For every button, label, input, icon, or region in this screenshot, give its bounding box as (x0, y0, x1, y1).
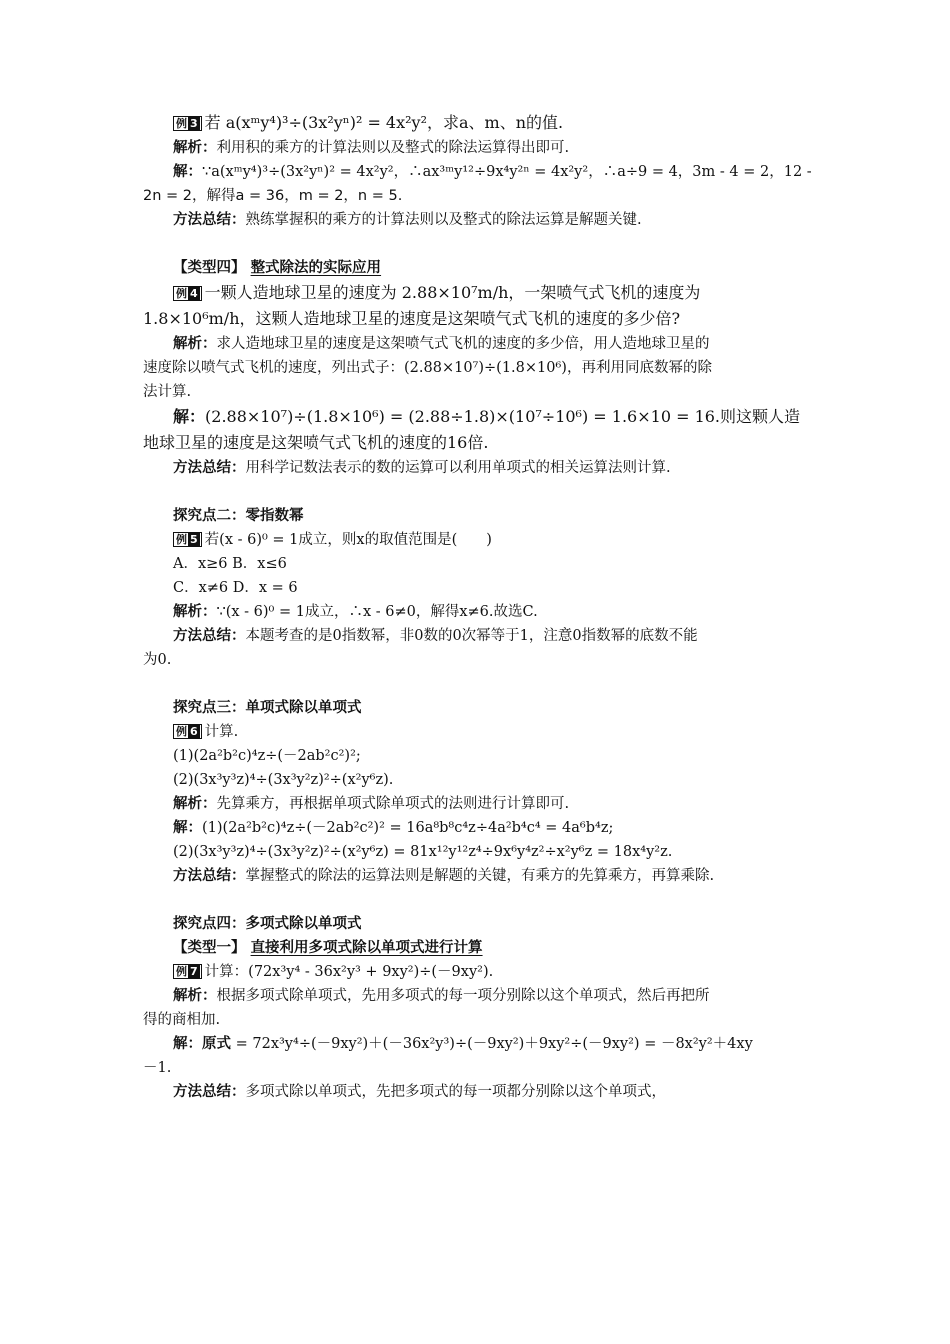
example-5-summary-line1: 方法总结：本题考查的是0指数幂，非0数的0次幂等于1，注意0指数幂的底数不能 (173, 628, 698, 644)
example-5-analysis: 解析：∵(x - 6)⁰ = 1成立，∴x - 6≠0，解得x≠6.故选C. (173, 604, 538, 620)
example-4-question-line2: 1.8×10⁶m/h，这颗人造地球卫星的速度是这架喷气式飞机的速度的多少倍? (143, 309, 681, 328)
example-7-solution-line2: －1. (143, 1060, 172, 1076)
example-4-question-line1: 例 4 一颗人造地球卫星的速度为 2.88×10⁷m/h，一架喷气式飞机的速度为 (143, 280, 808, 306)
example-3-analysis: 解析：利用积的乘方的计算法则以及整式的除法运算得出即可. (173, 140, 570, 156)
example-6-analysis: 解析：先算乘方，再根据单项式除单项式的法则进行计算即可. (173, 796, 570, 812)
type-4-heading: 【类型四】 整式除法的实际应用 (173, 260, 382, 276)
example-4-summary: 方法总结：用科学记数法表示的数的运算可以利用单项式的相关运算法则计算. (173, 460, 671, 476)
example-4-analysis-line1: 解析：求人造地球卫星的速度是这架喷气式飞机的速度的多少倍，用人造地球卫星的 (173, 336, 710, 352)
point-2-heading: 探究点二：零指数幂 (173, 508, 304, 524)
example-6-solution-line1: 解：(1)(2a²b²c)⁴z÷(－2ab²c²)² = 16a⁸b⁸c⁴z÷4a²b⁴c⁴ = 4a⁶b⁴z; (173, 820, 614, 836)
example-badge: 例 7 (173, 964, 202, 979)
example-3-question: 例 3 若 a(xᵐy⁴)³÷(3x²yⁿ)² = 4x²y²，求a、m、n的值. (143, 110, 808, 136)
example-5-options-ab: A．x≥6 B．x≤6 (173, 556, 287, 572)
example-7-question: 例 7 计算：(72x³y⁴ - 36x²y³ + 9xy²)÷(－9xy²). (143, 960, 808, 984)
example-6-solution-line2: (2)(3x³y³z)⁴÷(3x³y²z)²÷(x²y⁶z) = 81x¹²y¹²z⁴÷9x⁶y⁴z²÷x²y⁶z = 18x⁴y²z. (173, 844, 673, 860)
example-badge: 例 3 (173, 116, 202, 131)
example-5-question: 例 5 若(x - 6)⁰ = 1成立，则x的取值范围是( ) (143, 528, 808, 552)
example-5-summary-line2: 为0. (143, 652, 172, 668)
example-7-analysis-line2: 得的商相加. (143, 1012, 221, 1028)
example-badge: 例 4 (173, 286, 202, 301)
example-5-options-cd: C．x≠6 D．x = 6 (173, 580, 298, 596)
example-4-solution-line2: 地球卫星的速度是这架喷气式飞机的速度的16倍. (143, 433, 489, 452)
example-4-analysis-line3: 法计算. (143, 384, 192, 400)
example-3-summary: 方法总结：熟练掌握积的乘方的计算法则以及整式的除法运算是解题关键. (173, 212, 642, 228)
example-6-question: 例 6 计算. (143, 720, 808, 744)
example-6-item-1: (1)(2a²b²c)⁴z÷(－2ab²c²)²; (173, 748, 361, 764)
example-6-item-2: (2)(3x³y³z)⁴÷(3x³y²z)²÷(x²y⁶z). (173, 772, 394, 788)
point-4-heading: 探究点四：多项式除以单项式 (173, 916, 362, 932)
example-6-summary: 方法总结：掌握整式的除法的运算法则是解题的关键，有乘方的先算乘方，再算乘除. (173, 868, 715, 884)
example-3-solution-line1: 解：∵a(xᵐy⁴)³÷(3x²yⁿ)² = 4x²y²，∴ax³ᵐy¹²÷9x⁴y²ⁿ = 4x²y²，∴a÷9 = 4，3m - 4 = 2，12 - (173, 164, 812, 180)
example-7-summary: 方法总结：多项式除以单项式，先把多项式的每一项都分别除以这个单项式， (173, 1084, 666, 1100)
example-3-solution-line2: 2n = 2，解得a = 36，m = 2，n = 5. (143, 188, 403, 204)
point-3-heading: 探究点三：单项式除以单项式 (173, 700, 362, 716)
example-4-solution-line1: 解：(2.88×10⁷)÷(1.8×10⁶) = (2.88÷1.8)×(10⁷÷10⁶) = 1.6×10 = 16.则这颗人造 (173, 407, 801, 426)
example-badge: 例 6 (173, 724, 202, 739)
type-1-heading: 【类型一】 直接利用多项式除以单项式进行计算 (173, 940, 483, 956)
document-page (143, 110, 812, 1104)
example-7-solution-line1: 解：原式 = 72x³y⁴÷(－9xy²)＋(－36x²y³)÷(－9xy²)＋9xy²÷(－9xy²) = －8x²y²＋4xy (173, 1036, 753, 1052)
example-7-analysis-line1: 解析：根据多项式除单项式，先用多项式的每一项分别除以这个单项式，然后再把所 (173, 988, 710, 1004)
example-badge: 例 5 (173, 532, 202, 547)
example-4-analysis-line2: 速度除以喷气式飞机的速度，列出式子：(2.88×10⁷)÷(1.8×10⁶)，再利用同底数幂的除 (143, 360, 712, 376)
